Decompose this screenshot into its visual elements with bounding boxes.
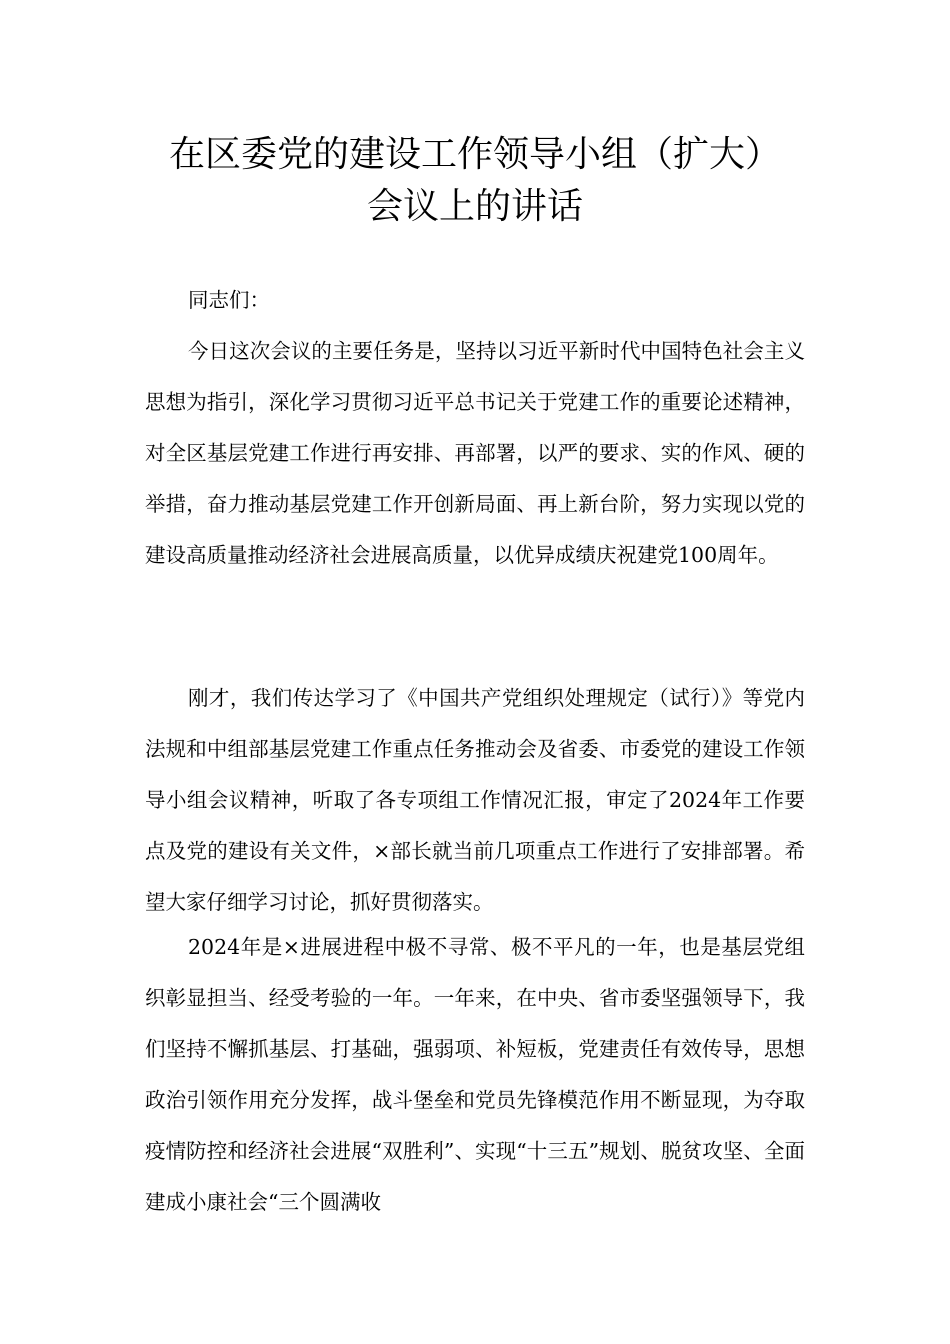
paragraph-1: 今日这次会议的主要任务是，坚持以习近平新时代中国特色社会主义思想为指引，深化学习贯彻习近平总书记关于党建工作的重要论述精神，对全区基层党建工作进行再安排、再部署，以严的要求、实的作风、硬的举措，奋力推动基层党建工作开创新局面、再上新台阶，努力实现以党的建设高质量推动经济社会进展高质量，以优异成绩庆祝建党100周年。 (145, 339, 805, 567)
paragraph-3: 2024年是×进展进程中极不寻常、极不平凡的一年，也是基层党组织彰显担当、经受考验的一年。一年来，在中央、省市委坚强领导下，我们坚持不懈抓基层、打基础，强弱项、补短板，党建责任有效传导，思想政治引领作用充分发挥，战斗堡垒和党员先锋模范作用不断显现，为夺取疫情防控和经济社会进展“双胜利”、实现“十三五”规划、脱贫攻坚、全面建成小康社会“三个圆满收 (145, 935, 805, 1214)
document-title-line-2: 会议上的讲话 (366, 186, 583, 227)
salutation: 同志们： (188, 288, 270, 312)
paragraph-2: 刚才，我们传达学习了《中国共产党组织处理规定（试行）》等党内法规和中组部基层党建工作重点任务推动会及省委、市委党的建设工作领导小组会议精神，听取了各专项组工作情况汇报，审定了2024年工作要点及党的建设有关文件，×部长就当前几项重点工作进行了安排部署。希望大家仔细学习讨论，抓好贯彻落实。 (145, 686, 805, 914)
document-title-line-1: 在区委党的建设工作领导小组（扩大） (168, 134, 781, 175)
